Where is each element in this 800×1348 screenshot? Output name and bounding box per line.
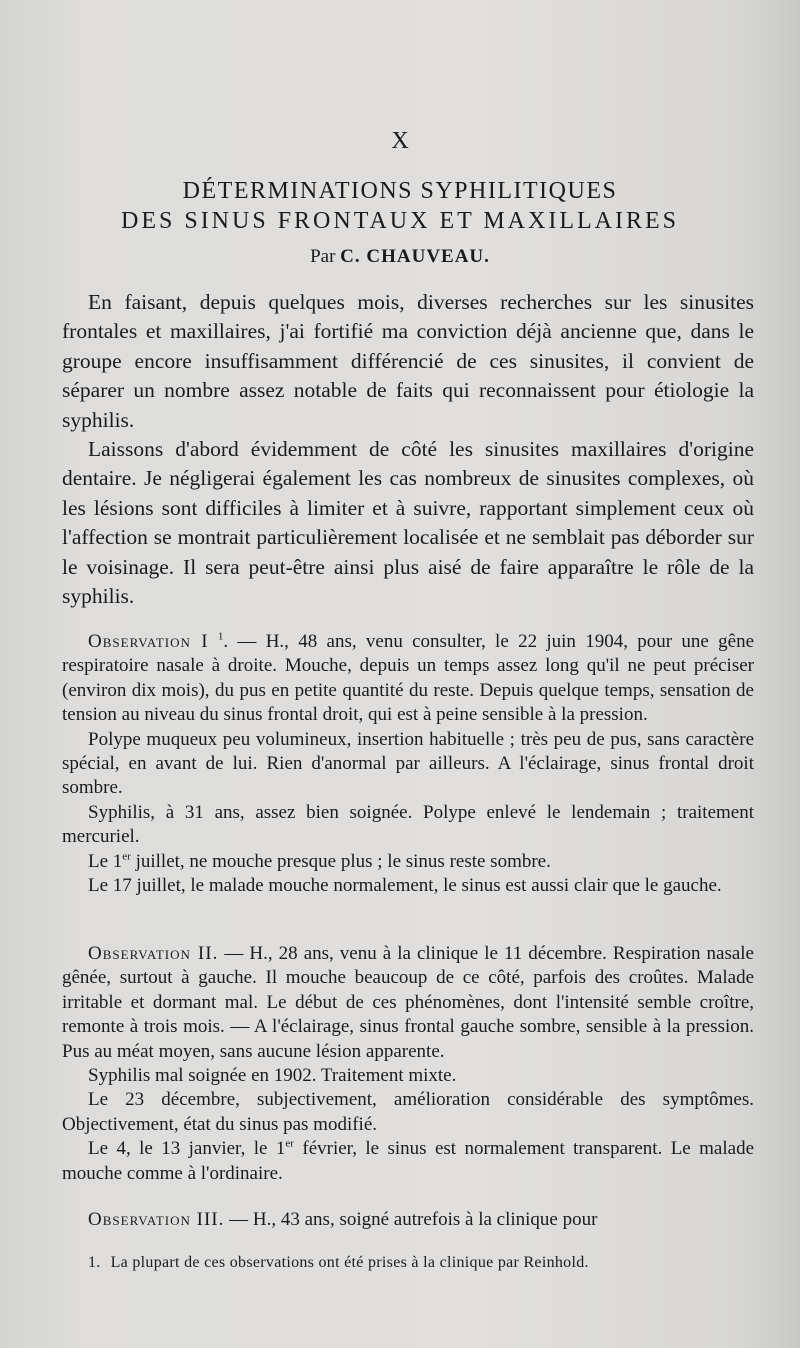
obs2-paragraph-2: Syphilis mal soignée en 1902. Traitement mixte. xyxy=(88,1065,457,1087)
obs1-paragraph-5: Le 17 juillet, le malade mouche normalement, le sinus est aussi clair que le gauche. xyxy=(88,875,722,897)
obs1-p4-sup: er xyxy=(122,850,131,863)
obs1-paragraph-3: Syphilis, à 31 ans, assez bien soignée. Polype enlevé le lendemain ; traitement mercuriel. xyxy=(62,801,754,848)
obs3-paragraph-1 xyxy=(62,1208,754,1232)
footnote-mark: 1. xyxy=(88,1254,101,1271)
intro-paragraph-2: Laissons d'abord évidemment de côté les sinusites maxillaires d'origine dentaire. Je négligerai également les cas nombreux de sinusites complexes, où les lésions sont difficiles à limiter et à suivre, rapportant simplement ceux où l'affection se montrait particulièrement localisée et ne semblait pas déborder sur le voisinage. Il sera peut-être ainsi plus aisé de faire apparaître le rôle de la syphilis. xyxy=(62,437,754,609)
footnote-text: La plupart de ces observations ont été prises à la clinique par Reinhold. xyxy=(110,1254,589,1271)
obs2-paragraph-1 xyxy=(62,942,754,1064)
obs2-paragraph-4 xyxy=(62,1137,754,1186)
footnote xyxy=(88,1254,754,1272)
intro-paragraph-1: En faisant, depuis quelques mois, diverses recherches sur les sinusites frontales et maxillaires, j'ai fortifié ma conviction déjà ancienne que, dans le groupe encore insuffisamment différencié de ces sinusites, il convient de séparer un nombre assez notable de faits qui reconnaissent pour étiologie la syphilis. xyxy=(62,290,754,432)
obs2-paragraph-3: Le 23 décembre, subjectivement, amélioration considérable des symptômes. Objectivement, état du sinus pas modifié. xyxy=(62,1089,754,1135)
observation-1 xyxy=(62,630,754,898)
obs1-paragraph-1 xyxy=(62,630,754,728)
obs1-paragraph-2: Polype muqueux peu volumineux, insertion habituelle ; très peu de pus, sans caractère spécial, en avant de lui. Rien d'anormal par ailleurs. A l'éclairage, sinus frontal droit sombre. xyxy=(62,728,754,799)
observation-3 xyxy=(62,1208,754,1232)
obs1-paragraph-4 xyxy=(62,850,754,874)
obs1-p4-post: juillet, ne mouche presque plus ; le sinus reste sombre. xyxy=(130,850,551,872)
obs1-text-1: . — H., 48 ans, venu consulter, le 22 juin 1904, pour une gêne respiratoire nasale à droite. Mouche, depuis un temps assez long qu'il ne peut préciser (environ dix mois), du pus en petite quantité du reste. Depuis quelque temps, sensation de tension au niveau du sinus frontal droit, qui est à peine sensible à la pression. xyxy=(62,631,755,726)
obs2-p4-sup: er xyxy=(285,1137,294,1150)
observation-2 xyxy=(62,942,754,1186)
obs1-p4-pre: Le 1 xyxy=(88,850,123,872)
obs2-label: Observation II. xyxy=(88,943,219,964)
byline xyxy=(0,246,800,268)
chapter-title-line2: DES SINUS FRONTAUX ET MAXILLAIRES xyxy=(121,208,679,234)
obs3-text-1: — H., 43 ans, soigné autrefois à la clinique pour xyxy=(224,1209,598,1230)
author-name: C. CHAUVEAU. xyxy=(340,246,490,267)
chapter-title-line1: DÉTERMINATIONS SYPHILITIQUES xyxy=(182,178,618,204)
obs2-text-1: — H., 28 ans, venu à la clinique le 11 décembre. Respiration nasale gênée, surtout à gauche. Il mouche beaucoup de ce côté, parfois des croûtes. Malade irritable et dormant mal. Le début de ces phénomènes, dont l'intensité semble croître, remonte à trois mois. — A l'éclairage, sinus frontal gauche sombre, sensible à la pression. Pus au méat moyen, sans aucune lésion apparente. xyxy=(62,943,754,1062)
footnote-ref: 1 xyxy=(217,630,224,643)
chapter-number: X xyxy=(391,128,409,154)
obs2-p4-pre: Le 4, le 13 janvier, le 1 xyxy=(88,1138,286,1160)
obs1-label: Observation I xyxy=(88,631,209,652)
obs3-label: Observation III. xyxy=(88,1209,225,1230)
intro-text xyxy=(62,288,754,611)
byline-prefix: Par xyxy=(310,246,336,267)
obs2-p4-post: février, le sinus est normalement transparent. Le malade mouche comme à l'ordinaire. xyxy=(62,1138,755,1184)
